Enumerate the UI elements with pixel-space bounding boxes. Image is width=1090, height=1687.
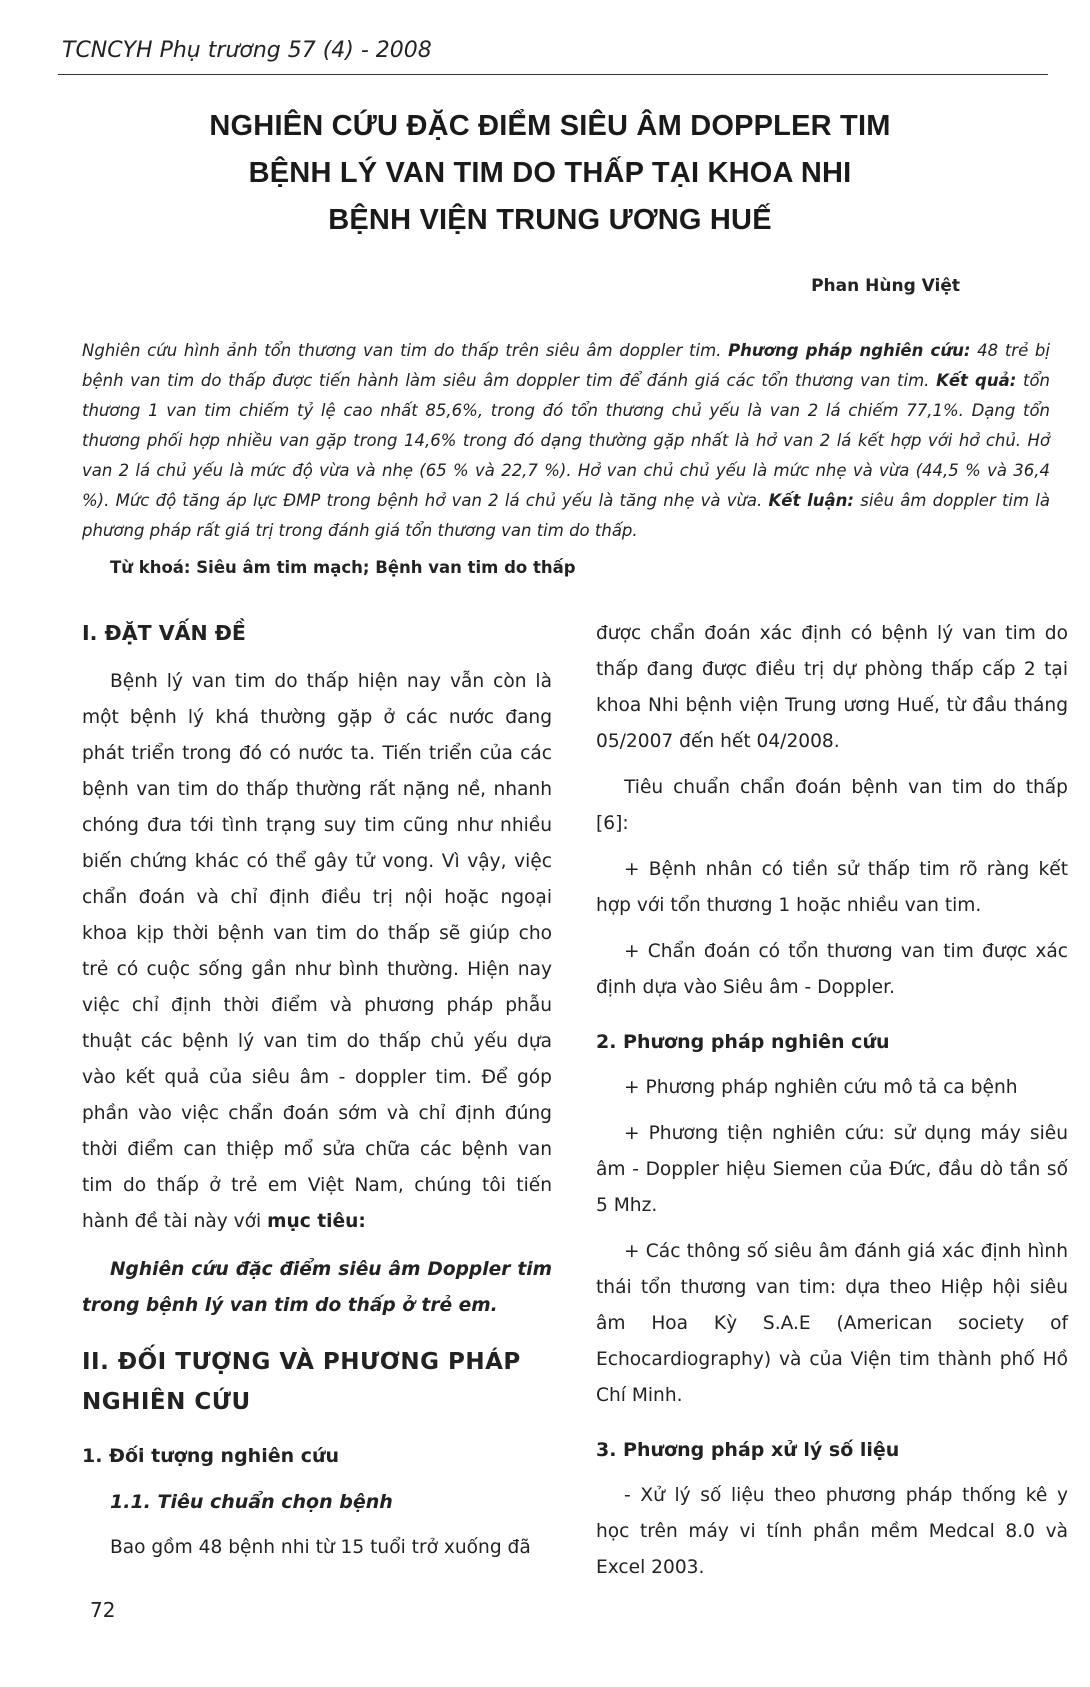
abstract-methods-text: 48 trẻ bị bệnh van tim do thấp được tiến hành làm siêu âm doppler tim để đánh giá các tổn thương van tim. bbox=[82, 341, 1050, 390]
title-line-2: BỆNH LÝ VAN TIM DO THẤP TẠI KHOA NHI bbox=[248, 157, 852, 189]
section-1-heading: I. ĐẶT VẤN ĐỀ bbox=[82, 621, 246, 645]
abstract-intro: Nghiên cứu hình ảnh tổn thương van tim do thấp trên siêu âm doppler tim. bbox=[82, 341, 722, 360]
title-line-1: NGHIÊN CỨU ĐẶC ĐIỂM SIÊU ÂM DOPPLER TIM bbox=[209, 110, 891, 142]
subsection-1-1-heading: 1.1. Tiêu chuẩn chọn bệnh bbox=[110, 1491, 393, 1513]
method-item-1: + Phương pháp nghiên cứu mô tả ca bệnh bbox=[624, 1077, 1018, 1098]
abstract-conclusion-label: Kết luận: bbox=[768, 491, 854, 510]
title-line-3: BỆNH VIỆN TRUNG ƯƠNG HUẾ bbox=[328, 204, 772, 236]
abstract bbox=[82, 336, 1050, 546]
subsection-2-heading: 2. Phương pháp nghiên cứu bbox=[596, 1031, 890, 1053]
data-processing-paragraph: - Xử lý số liệu theo phương pháp thống kê y học trên máy vi tính phần mềm Medcal 8.0 và Excel 2003. bbox=[596, 1485, 1068, 1578]
section-1-paragraph bbox=[82, 664, 552, 1240]
objective-label: mục tiêu: bbox=[267, 1211, 366, 1232]
abstract-conclusion-text: siêu âm doppler tim là phương pháp rất giá trị trong đánh giá tổn thương van tim do thấp. bbox=[82, 491, 1050, 540]
section-2-heading: II. ĐỐI TƯỢNG VÀ PHƯƠNG PHÁP NGHIÊN CỨU bbox=[82, 1349, 521, 1415]
header-rule bbox=[58, 74, 1048, 75]
left-column bbox=[82, 618, 552, 1566]
method-item-3: + Các thông số siêu âm đánh giá xác định hình thái tổn thương van tim: dựa theo Hiệp hội siêu âm Hoa Kỳ S.A.E (American society of Echocardiography) và của Viện tim thành phố Hồ Chí Minh. bbox=[596, 1241, 1068, 1406]
right-column bbox=[596, 616, 1068, 1586]
running-header: TCNCYH Phụ trương 57 (4) - 2008 bbox=[62, 38, 432, 63]
abstract-results-label: Kết quả: bbox=[936, 371, 1017, 390]
abstract-results-text: tổn thương 1 van tim chiếm tỷ lệ cao nhất 85,6%, trong đó tổn thương chủ yếu là van 2 lá chiếm 77,1%. Dạng tổn thương phối hợp nhiều van gặp trong 14,6% trong đó dạng thường gặp nhất là hở van 2 lá kết hợp với hở chủ. Hở van 2 lá chủ yếu là mức độ vừa và nhẹ (65 % và 22,7 %). Hở van chủ chủ yếu là mức nhẹ và vừa (44,5 % và 36,4 %). Mức độ tăng áp lực ĐMP trong bệnh hở van 2 lá chủ yếu là tăng nhẹ và vừa. bbox=[82, 371, 1051, 510]
criteria-item-2: + Chẩn đoán có tổn thương van tim được xác định dựa vào Siêu âm - Doppler. bbox=[596, 941, 1068, 998]
study-objective: Nghiên cứu đặc điểm siêu âm Doppler tim trong bệnh lý van tim do thấp ở trẻ em. bbox=[82, 1259, 552, 1316]
author-name: Phan Hùng Việt bbox=[811, 276, 960, 296]
abstract-methods-label: Phương pháp nghiên cứu: bbox=[728, 341, 971, 360]
subsection-1-heading: 1. Đối tượng nghiên cứu bbox=[82, 1445, 340, 1467]
subsection-3-heading: 3. Phương pháp xử lý số liệu bbox=[596, 1439, 900, 1461]
section-1-text: Bệnh lý van tim do thấp hiện nay vẫn còn là một bệnh lý khá thường gặp ở các nước đang phát triển trong đó có nước ta. Tiến triển của các bệnh van tim do thấp thường rất nặng nề, nhanh chóng đưa tới tình trạng suy tim cũng như nhiều biến chứng khác có thể gây tử vong. Vì vậy, việc chẩn đoán và chỉ định điều trị nội hoặc ngoại khoa kịp thời bệnh van tim do thấp sẽ giúp cho trẻ có cuộc sống gần như bình thường. Hiện nay việc chỉ định thời điểm và phương pháp phẫu thuật các bệnh lý van tim do thấp chủ yếu dựa vào kết quả của siêu âm - doppler tim. Để góp phần vào việc chẩn đoán sớm và chỉ định đúng thời điểm can thiệp mổ sửa chữa các bệnh van tim do thấp ở trẻ em Việt Nam, chúng tôi tiến hành đề tài này với bbox=[82, 671, 552, 1232]
method-item-2: + Phương tiện nghiên cứu: sử dụng máy siêu âm - Doppler hiệu Siemen của Đức, đầu dò tần số 5 Mhz. bbox=[596, 1123, 1068, 1216]
article-title bbox=[90, 103, 1010, 244]
criteria-intro: Tiêu chuẩn chẩn đoán bệnh van tim do thấp [6]: bbox=[596, 777, 1068, 834]
continued-paragraph: được chẩn đoán xác định có bệnh lý van tim do thấp đang được điều trị dự phòng thấp cấp 2 tại khoa Nhi bệnh viện Trung ương Huế, từ đầu tháng 05/2007 đến hết 04/2008. bbox=[596, 623, 1068, 752]
criteria-item-1: + Bệnh nhân có tiền sử thấp tim rõ ràng kết hợp với tổn thương 1 hoặc nhiều van tim. bbox=[596, 859, 1068, 916]
subsection-1-1-paragraph: Bao gồm 48 bệnh nhi từ 15 tuổi trở xuống đã bbox=[110, 1537, 531, 1558]
keywords: Từ khoá: Siêu âm tim mạch; Bệnh van tim do thấp bbox=[110, 558, 576, 577]
page-number: 72 bbox=[90, 1598, 116, 1622]
